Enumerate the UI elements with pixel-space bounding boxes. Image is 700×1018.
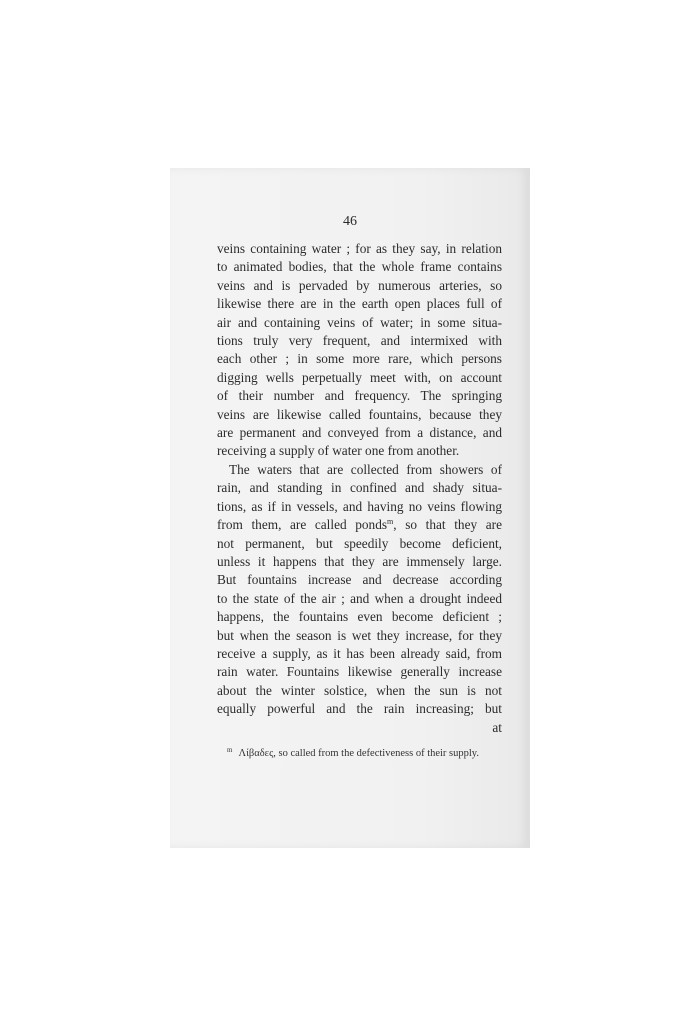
line-text: not permanent, but speedily become deficient, xyxy=(217,535,502,551)
text-line xyxy=(217,663,502,681)
text-line xyxy=(217,258,502,276)
line-text: veins containing water ; for as they say, in relation xyxy=(217,241,502,256)
line-text-after: , so that they are xyxy=(393,517,502,533)
text-line xyxy=(217,516,502,534)
text-line xyxy=(217,498,502,516)
line-text: unless it happens that they are immensely large. xyxy=(217,553,502,569)
line-text: are permanent and conveyed from a distance, and xyxy=(217,425,502,441)
line-text: The waters that are collected from showers of xyxy=(229,461,502,477)
line-text: but when the season is wet they increase, for they xyxy=(217,627,502,643)
line-text: rain water. Fountains likewise generally increase xyxy=(217,664,502,680)
line-text: But fountains increase and decrease according xyxy=(217,572,502,588)
text-line xyxy=(217,553,502,571)
text-line xyxy=(217,682,502,700)
text-line xyxy=(217,645,502,663)
line-text: to animated bodies, that the whole frame contains xyxy=(217,259,502,275)
line-text: digging wells perpetually meet with, on account xyxy=(217,369,502,385)
book-page xyxy=(170,168,530,848)
footnote-text: Λίβαδες, so called from the defectiveness of their supply. xyxy=(238,748,480,759)
text-line xyxy=(217,479,502,497)
footnote-reference: m xyxy=(387,517,394,527)
line-text: to the state of the air ; and when a drought indeed xyxy=(217,590,502,606)
footnote xyxy=(227,748,527,759)
text-line xyxy=(217,387,502,405)
text-line xyxy=(217,627,502,645)
text-line xyxy=(217,332,502,350)
line-text: of their number and frequency. The springing xyxy=(217,388,502,404)
line-text: about the winter solstice, when the sun is not xyxy=(217,682,502,698)
line-text: from them, are called ponds xyxy=(217,517,388,533)
text-line xyxy=(217,277,502,295)
text-line xyxy=(217,350,502,368)
body-text xyxy=(217,240,502,737)
line-text: tions, as if in vessels, and having no veins flowing xyxy=(217,498,502,514)
text-line xyxy=(217,700,502,718)
line-text: tions truly very frequent, and intermixed with xyxy=(217,333,502,349)
line-text: likewise there are in the earth open places full of xyxy=(217,296,502,312)
text-line xyxy=(217,535,502,553)
line-text: receive a supply, as it has been already said, from xyxy=(217,645,502,661)
page-number: 46 xyxy=(343,214,357,229)
text-line xyxy=(217,424,502,442)
line-text: veins and is pervaded by numerous arteries, so xyxy=(217,277,502,293)
line-text: at xyxy=(492,719,502,735)
footnote-marker: m xyxy=(227,746,233,754)
text-line xyxy=(217,719,502,737)
text-line xyxy=(217,406,502,424)
line-text: rain, and standing in confined and shady situa- xyxy=(217,480,502,496)
line-text: receiving a supply of water one from another. xyxy=(217,443,460,459)
text-line xyxy=(217,369,502,387)
text-line xyxy=(217,571,502,589)
text-line xyxy=(217,608,502,626)
text-line xyxy=(217,590,502,608)
line-text: each other ; in some more rare, which persons xyxy=(217,351,502,367)
text-line xyxy=(217,314,502,332)
line-text: veins are likewise called fountains, because they xyxy=(217,406,502,422)
text-line xyxy=(217,461,502,479)
text-line xyxy=(217,240,502,258)
line-text: air and containing veins of water; in some situa- xyxy=(217,314,502,330)
text-line xyxy=(217,442,502,460)
text-line xyxy=(217,295,502,313)
line-text: happens, the fountains even become deficient ; xyxy=(217,609,502,625)
line-text: equally powerful and the rain increasing; but xyxy=(217,701,502,717)
